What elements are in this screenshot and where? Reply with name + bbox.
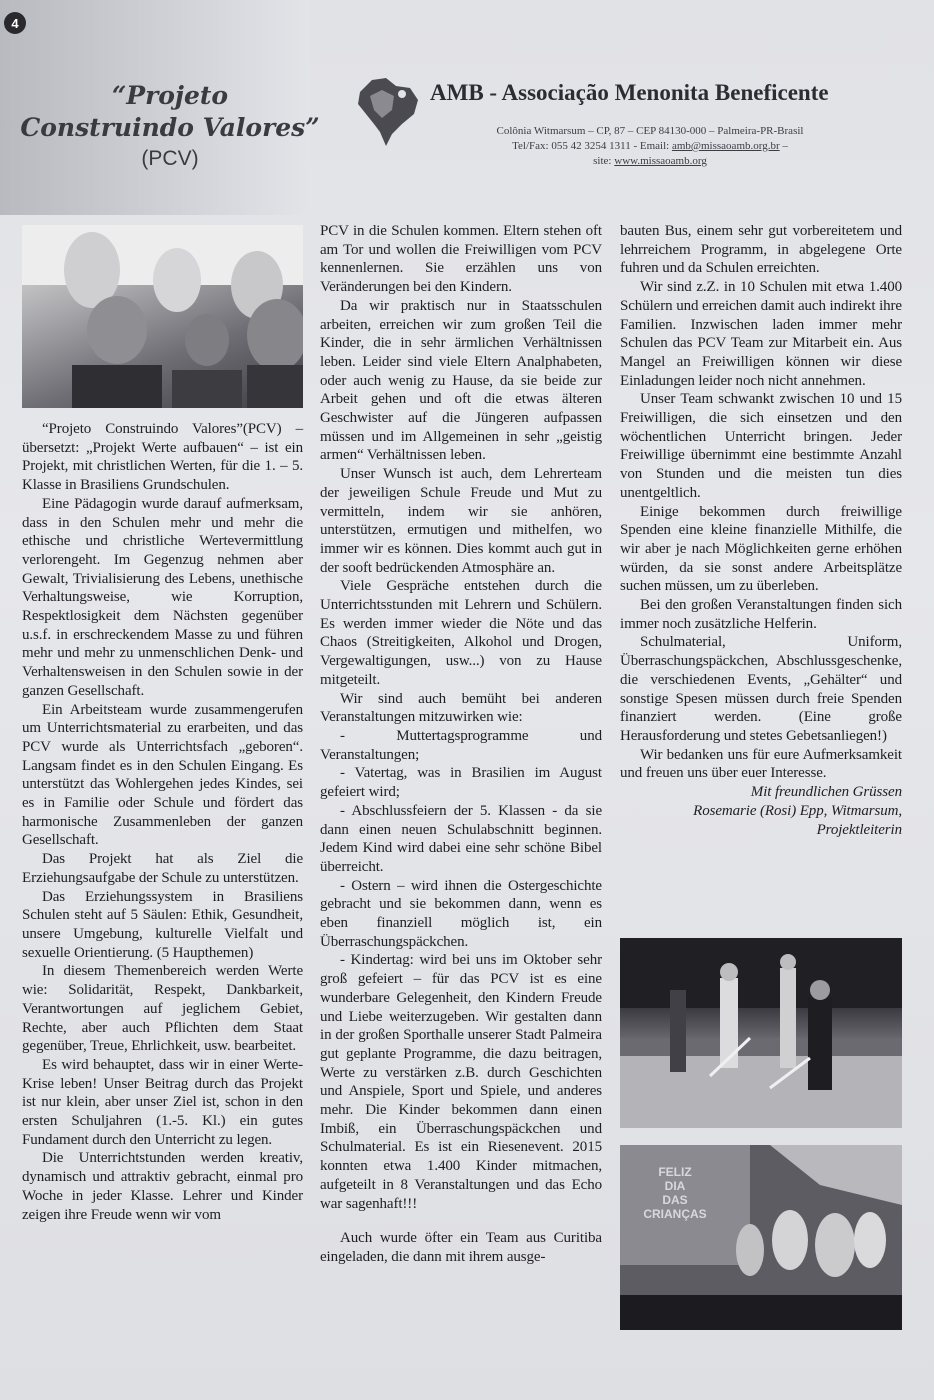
paragraph: Die Unterrichtstunden werden kreativ, dynamisch und attraktiv gebracht, einmal pro Woche in jeder Klasse. Lehrer und Kinder zeigen ihre Freude wenn wir vom	[22, 1150, 303, 1223]
article-column-2	[320, 222, 602, 1267]
paragraph: Auch wurde öfter ein Team aus Curitiba eingeladen, die dann mit ihrem ausge-	[320, 1230, 602, 1265]
stage-banner-line3: DAS	[662, 1193, 688, 1207]
paragraph: Es wird behauptet, dass wir in einer Werte-Krise leben! Unser Beitrag durch das Projekt ist nur klein, aber unser Ziel ist, schon in den ersten Schuljahren (1.-5. Kl.) ein gutes Fundament durch den Unterricht zu legen.	[22, 1056, 303, 1148]
list-item: - Muttertagsprogramme und Veranstaltungen;	[320, 727, 602, 763]
amb-email-link[interactable]: amb@missaoamb.org.br	[671, 140, 780, 152]
amb-address: Colônia Witmarsum – CP, 87 – CEP 84130-000 – Palmeira-PR-Brasil	[496, 125, 804, 137]
paragraph: Da wir praktisch nur in Staatsschulen arbeiten, erreichen wir zum großen Teil die Kinder, die in sehr ärmlichen Verhältnissen leben. Leider sind viele Eltern Analphabeten, oder auch wenig zu Hause, da sie beide zur Arbeit gehen und oft die etwas älteren Geschwister auf die Jüngeren aufpassen müssen und im Allgemeinen in sehr „geistig armen“ Verhältnissen leben.	[320, 297, 602, 464]
paragraph: Wir sind auch bemüht bei anderen Veranstaltungen mitzuwirken wie:	[320, 690, 602, 726]
paragraph: Unser Wunsch ist auch, dem Lehrerteam der jeweiligen Schule Freude und Mut zu vermitteln, indem wir sie anhören, unterstützen, ermutigen und mithelfen, wo immer wir es können. Dies kommt auch gut in der sooft bedrückenden Atmosphäre an.	[320, 466, 602, 576]
paragraph: Wir bedanken uns für eure Aufmerksamkeit und freuen uns über euer Interesse.	[620, 746, 902, 782]
page-number: 4	[4, 12, 26, 34]
amb-tel: Tel/Fax: 055 42 3254 1311 - Email:	[512, 140, 672, 152]
pcv-title-line2: Construindo Valores”	[20, 113, 320, 142]
paragraph-gap	[320, 1213, 602, 1229]
signoff-author: Rosemarie (Rosi) Epp, Witmarsum,	[693, 802, 902, 819]
list-item: - Vatertag, was in Brasilien im August gefeiert wird;	[320, 765, 602, 801]
paragraph: Bei den großen Veranstaltungen finden sich immer noch zusätzliche Helferin.	[620, 597, 902, 632]
paragraph: Unser Team schwankt zwischen 10 und 15 Freiwilligen, die sich einsetzen und den wöchentlichen Unterricht bringen. Jeder Freiwillige übernimmt eine bestimmte Anzahl von Stunden und die meisten tun dies unentgeltlich.	[620, 391, 902, 501]
paragraph: Viele Gespräche entstehen durch die Unterrichtsstunden mit Lehrern und Schülern. Es werden immer wieder die Nöte und das Chaos (Streitigkeiten, Alkohol und Drogen, Vergewaltigungen, usw...) von zu Hause mitgeteilt.	[320, 578, 602, 688]
paragraph: Das Erziehungssystem in Brasiliens Schulen steht auf 5 Säulen: Ethik, Gesundheit, unsere Umgebung, kulturelle Vielfalt und sexuelle Orientierung. (5 Haupthemen)	[22, 888, 303, 961]
stage-banner-line4: CRIANÇAS	[643, 1207, 707, 1221]
signoff-role: Projektleiterin	[816, 821, 902, 838]
amb-title: AMB - Associação Menonita Beneficente	[430, 80, 829, 105]
paragraph: Einige bekommen durch freiwillige Spenden eine kleine finanzielle Mithilfe, die wir aber je nach Möglichkeiten gerne erhöhen würden, da sie sonst andere Arbeitsplätze suchen müssen, um zu überleben.	[620, 503, 902, 595]
amb-email-suffix: –	[779, 140, 788, 152]
photo-children-drawing	[22, 225, 303, 408]
paragraph: In diesem Themenbereich werden Werte wie: Solidarität, Respekt, Dankbarkeit, Verantwortungen auf jeglichem Gebiet, Rechte, aber auch Pflichten dem Staat gegenüber, Treue, Ehrlichkeit, usw. bearbeitet.	[22, 963, 303, 1055]
paragraph: Wir sind z.Z. in 10 Schulen mit etwa 1.400 Schülern und erreichen damit auch indirekt ihre Familien. Inzwischen laden immer mehr Schulen das PCV Team zur Mitarbeit ein. Aus Mangel an Freiwilligen können wir diese Einladungen leider noch nicht annehmen.	[620, 279, 902, 389]
paragraph: “Projeto Construindo Valores”(PCV) – übersetzt: „Projekt Werte aufbauen“ – ist ein Projekt, mit christlichen Werten, für die 1. – 5. Klasse in Brasiliens Grundschulen.	[22, 421, 303, 494]
stage-banner	[630, 1165, 720, 1221]
article-column-3	[620, 222, 902, 839]
pcv-title	[20, 80, 320, 144]
photo-floor-hockey	[620, 938, 902, 1128]
paragraph: bauten Bus, einem sehr gut vorbereitetem und lehrreichem Programm, in abgelegene Orte fuhren und da Schulen erreichten.	[620, 223, 902, 277]
amb-site-label: site:	[593, 155, 615, 167]
stage-banner-line1: FELIZ	[658, 1165, 692, 1179]
paragraph: Schulmaterial, Uniform, Überraschungspäckchen, Abschlussgeschenke, die verschiedenen Events, „Gehälter“ und sonstige Spesen müssen durch freie Spenden finanziert werden. (Eine große Herausforderung und stetes Gebetsanliegen!)	[620, 634, 902, 744]
pcv-title-line1: “Projeto	[111, 81, 229, 110]
paragraph: Ein Arbeitsteam wurde zusammengerufen um Unterrichtsmaterial zu erarbeiten, und das PCV wurde als Unterrichtsfach „geboren“. Langsam findet es in den Schulen Eingang. Es unterstützt das Wohlergehen jedes Kindes, sei es in Familie oder Schule und fördert das harmonische Zusammenleben der ganzen Gesellschaft.	[22, 701, 303, 849]
paragraph: Das Projekt hat als Ziel die Erziehungsaufgabe der Schule zu unterstützen.	[22, 851, 303, 886]
photo-childrens-day-stage	[620, 1145, 902, 1330]
photo-hockey-drawing	[620, 938, 902, 1128]
list-item: - Abschlussfeiern der 5. Klassen - da sie dann einen neuen Schulabschnitt beginnen. Jedem Kind wird dabei eine sehr schöne Bibel überreicht.	[320, 802, 602, 875]
amb-site-link[interactable]: www.missaoamb.org	[614, 155, 707, 167]
article-column-1	[22, 420, 303, 1224]
pcv-abbreviation: (PCV)	[141, 147, 199, 170]
signoff-greeting: Mit freundlichen Grüssen	[750, 784, 902, 801]
paragraph: PCV in die Schulen kommen. Eltern stehen oft am Tor und wollen die Freiwilligen vom PCV kennenlernen. Sie erzählen uns von Veränderungen bei den Kindern.	[320, 223, 602, 296]
paragraph: Eine Pädagogin wurde darauf aufmerksam, dass in den Schulen mehr und mehr die ethische und christliche Wertevermittlung verlorengeht. Im Gegenzug nehmen aber Gewalt, Trivialisierung des Lebens, unethische Verhaltungsweise, wie Korruption, Respektlosigkeit dem Nächsten gegenüber u.s.f. in erschreckendem Masse zu und führen mehr und mehr zu unmenschlichen Denk- und Verhaltensweisen in den Schulen sowie in der ganzen Gesellschaft.	[22, 495, 303, 699]
amb-site-line	[430, 154, 870, 169]
amb-contact	[430, 124, 870, 169]
list-item: - Ostern – wird ihnen die Ostergeschichte gebracht und sie bekommen dann, wenn es eben finanziell möglich ist, ein Überraschungspäckchen.	[320, 877, 602, 950]
photo-children-with-gifts	[22, 225, 303, 408]
amb-logo-icon	[352, 70, 424, 150]
list-item: - Kindertag: wird bei uns im Oktober sehr groß gefeiert – für das PCV ist es eine wunderbare Gelegenheit, den Kindern Freude und Liebe weiterzugeben. Wir gestalten dann in der großen Sporthalle unserer Stadt Palmeira gut geplante Programme, die dazu beitragen, Werte zu verstärken z.B. durch Geschichten und Anspiele, Sport und Spiele, und anderes mehr. Die Kinder bekommen dann einen Imbiß, ein Überraschungspäckchen und Schulmaterial. Es ist ein Riesenevent. 2015 konnten etwa 1.400 Kinder mitmachen, aufgeteilt in 8 Veranstaltungen und das Echo war sagenhaft!!!	[320, 952, 602, 1212]
amb-tel-line	[430, 139, 870, 154]
stage-banner-line2: DIA	[664, 1179, 686, 1193]
